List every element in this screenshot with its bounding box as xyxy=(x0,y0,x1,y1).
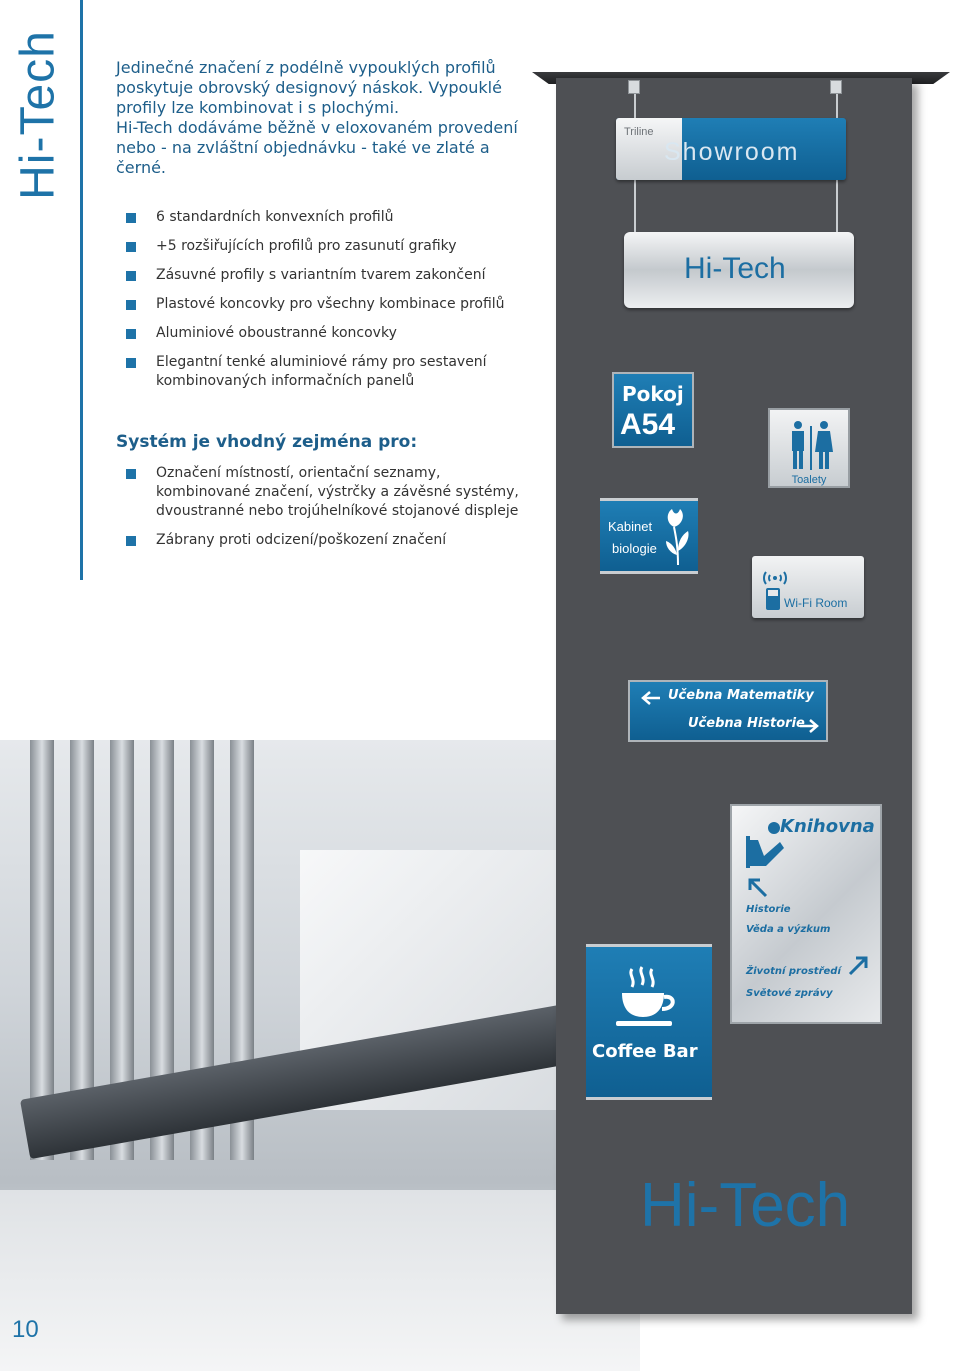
pokoj-label: Pokoj xyxy=(622,382,684,406)
intro-paragraph-2: Hi-Tech dodáváme běžně v eloxovaném provedení nebo - na zvláštní objednávku - také ve zlaté a černé. xyxy=(116,118,518,177)
ucebna-historie: Učebna Historie xyxy=(688,716,805,731)
sign-toalety xyxy=(768,408,850,488)
feature-text: Zásuvné profily s variantním tvarem zakončení xyxy=(156,267,486,283)
plant-icon xyxy=(664,507,692,565)
use-text: Označení místností, orientační seznamy, kombinované značení, výstrčky a závěsné systémy, dvoustranné nebo trojúhelníkové stojanové displeje xyxy=(156,465,519,519)
sign-coffee-bar xyxy=(586,944,712,1100)
arrow-up-left-icon xyxy=(746,876,768,898)
hanging-wire xyxy=(836,180,838,234)
knihovna-title: Knihovna xyxy=(780,816,875,837)
ceiling-clip xyxy=(628,80,640,94)
feature-text: Elegantní tenké aluminiové rámy pro sestavení kombinovaných informačních panelů xyxy=(156,354,487,389)
sign-wifi xyxy=(752,556,864,618)
sign-kabinet xyxy=(600,498,698,574)
ucebna-matematiky: Učebna Matematiky xyxy=(668,688,814,703)
kabinet-label: Kabinet xyxy=(608,519,653,534)
bullet-icon xyxy=(126,242,136,252)
restroom-icon xyxy=(788,420,834,472)
feature-text: Plastové koncovky pro všechny kombinace profilů xyxy=(156,296,505,312)
list-item xyxy=(126,353,526,391)
room-number: A54 xyxy=(620,408,676,441)
arrow-up-right-icon xyxy=(848,954,870,976)
intro-text xyxy=(116,58,536,178)
intro-paragraph-1: Jedinečné značení z podélně vypouklých profilů poskytuje obrovský designový náskok. Vypouklé profily lze kombinovat i s plochými. xyxy=(116,58,502,117)
bullet-icon xyxy=(126,358,136,368)
hanging-wire xyxy=(634,180,636,234)
triline-logo: Triline xyxy=(624,126,654,138)
photo-floor xyxy=(0,1190,640,1371)
sign-ucebna xyxy=(628,680,828,742)
knihovna-item: Historie xyxy=(746,904,791,915)
sign-knihovna xyxy=(730,804,882,1024)
sign-hitech xyxy=(624,232,854,308)
feature-list xyxy=(126,208,526,401)
suitable-list xyxy=(126,464,526,560)
sign-pokoj xyxy=(612,372,694,448)
toalety-label: Toalety xyxy=(791,474,827,486)
page-number: 10 xyxy=(12,1316,39,1343)
bullet-icon xyxy=(126,469,136,479)
list-item xyxy=(126,266,526,285)
list-item xyxy=(126,208,526,227)
hitech-label: Hi-Tech xyxy=(684,252,786,285)
knihovna-item: Věda a výzkum xyxy=(746,924,831,935)
feature-text: Aluminiové oboustranné koncovky xyxy=(156,325,397,341)
knihovna-item: Životní prostředí xyxy=(746,966,841,977)
list-item xyxy=(126,295,526,314)
big-title: Hi-Tech xyxy=(640,1171,851,1240)
sign-showroom xyxy=(616,118,846,180)
bullet-icon xyxy=(126,329,136,339)
biologie-label: biologie xyxy=(612,541,657,556)
list-item xyxy=(126,237,526,256)
suitable-heading: Systém je vhodný zejména pro: xyxy=(116,432,418,452)
coffee-bar-label: Coffee Bar xyxy=(592,1041,698,1062)
arrow-right-icon xyxy=(798,718,820,734)
bullet-icon xyxy=(126,271,136,281)
list-item xyxy=(126,324,526,343)
showroom-label: Showroom xyxy=(664,138,800,166)
knihovna-item: Světové zprávy xyxy=(746,988,833,999)
feature-text: 6 standardních konvexních profilů xyxy=(156,209,394,225)
bullet-icon xyxy=(126,536,136,546)
list-item xyxy=(126,531,526,550)
arrow-left-icon xyxy=(640,690,662,706)
use-text: Zábrany proti odcizení/poškození značení xyxy=(156,532,447,548)
side-title xyxy=(6,0,70,230)
side-title-text: Hi-Tech xyxy=(11,30,65,200)
wifi-label: Wi-Fi Room xyxy=(784,596,848,610)
feature-text: +5 rozšiřujících profilů pro zasunutí grafiky xyxy=(156,238,457,254)
ceiling-clip xyxy=(830,80,842,94)
side-rule xyxy=(80,0,83,580)
coffee-cup-icon xyxy=(616,965,684,1031)
bullet-icon xyxy=(126,213,136,223)
bullet-icon xyxy=(126,300,136,310)
product-photo xyxy=(0,740,640,1371)
list-item xyxy=(126,464,526,521)
